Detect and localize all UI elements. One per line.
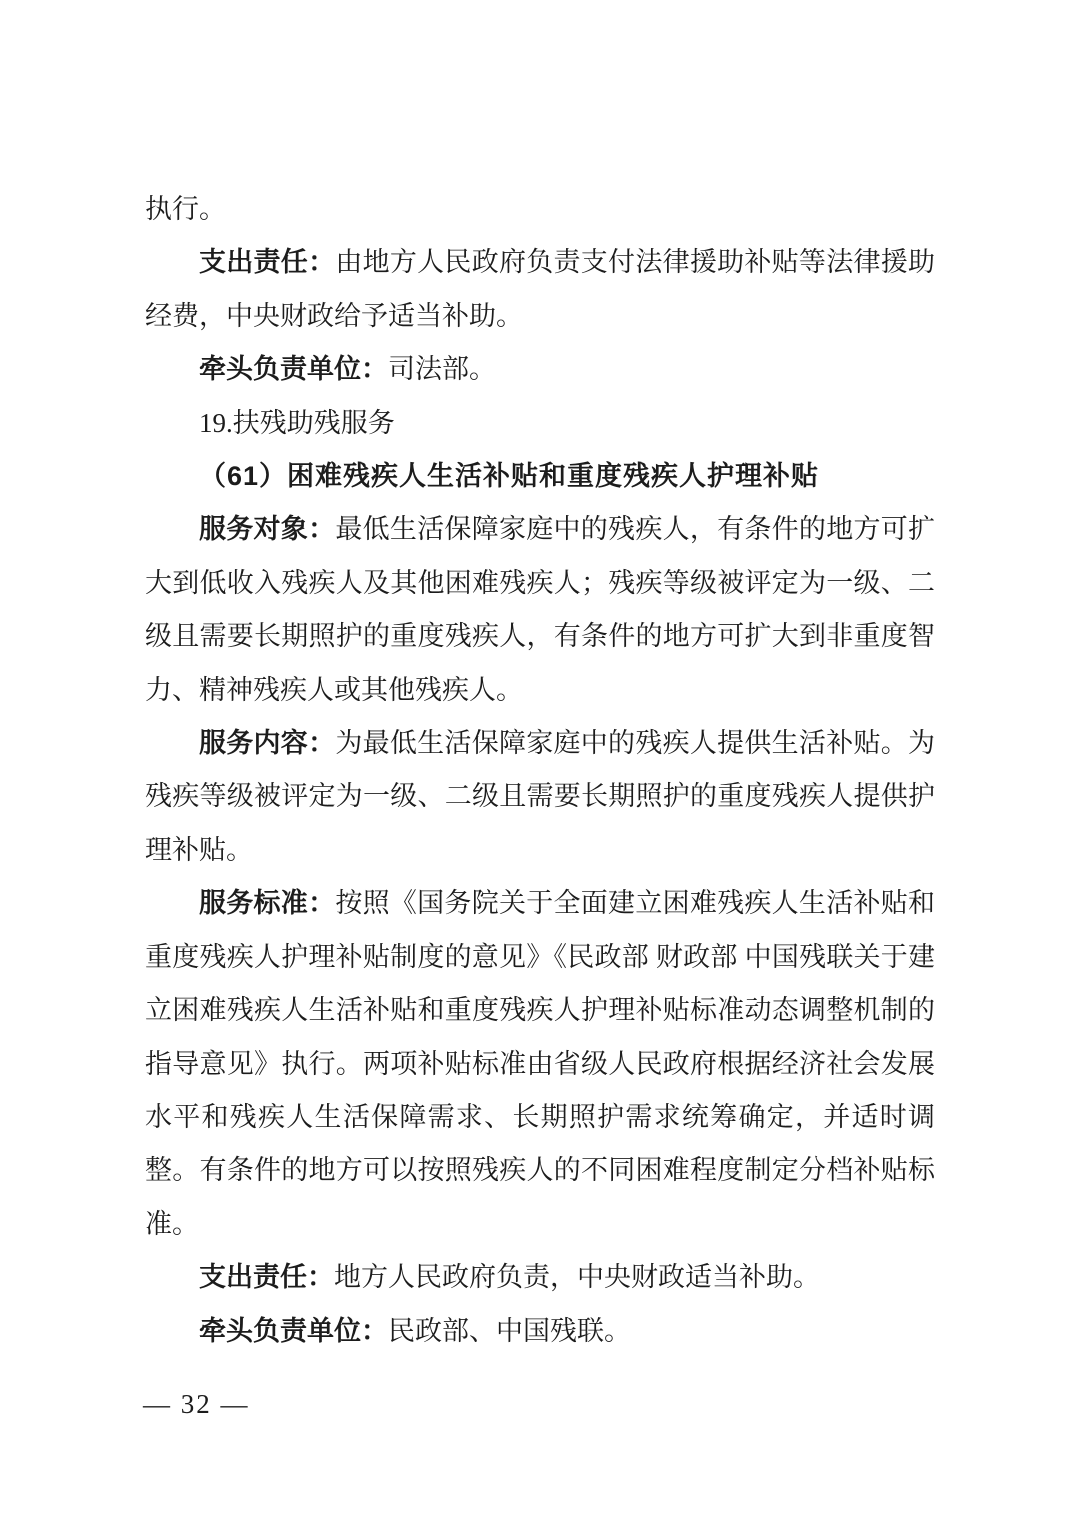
para-continuation-zhixing [145, 183, 935, 236]
para-bold-label: 服务标准： [199, 888, 336, 919]
para-lead-unit [145, 1305, 935, 1358]
para-text: 司法部。 [388, 354, 496, 385]
para-bold-label: 服务内容： [199, 728, 336, 759]
para-bold-label: 服务对象： [199, 514, 336, 545]
para-service-target [145, 503, 935, 717]
heading-61-disability-subsidies [145, 450, 935, 503]
para-text: 19.扶残助残服务 [199, 407, 395, 438]
para-bold-label: 支出责任： [199, 247, 336, 278]
para-bold-label: 支出责任： [199, 1262, 334, 1293]
para-text: 最低生活保障家庭中的残疾人，有条件的地方可扩大到低收入残疾人及其他困难残疾人；残疾等级被评定为一级、二级且需要长期照护的重度残疾人，有条件的地方可扩大到非重度智力、精神残疾人或其他残疾人。 [145, 514, 936, 705]
para-service-standard [145, 877, 935, 1251]
para-expenditure-responsibility [145, 1251, 935, 1304]
item-19-disability-services [145, 397, 935, 450]
document-body [145, 183, 935, 1358]
para-text: 由地方人民政府负责支付法律援助补贴等法律援助经费，中央财政给予适当补助。 [145, 247, 936, 331]
page-number: — 32 — [143, 1389, 250, 1419]
para-text: 执行。 [145, 194, 226, 224]
para-text: 地方人民政府负责，中央财政适当补助。 [334, 1262, 820, 1293]
para-bold-label: 牵头负责单位： [199, 354, 388, 385]
para-expenditure-responsibility-legal-aid [145, 236, 935, 343]
para-text: 民政部、中国残联。 [388, 1315, 631, 1346]
para-text: 按照《国务院关于全面建立困难残疾人生活补贴和重度残疾人护理补贴制度的意见》《民政部 财政部 中国残联关于建立困难残疾人生活补贴和重度残疾人护理补贴标准动态调整机制的指导意见》执行。两项补贴标准由省级人民政府根据经济社会发展水平和残疾人生活保障需求、长期照护需求统筹确定，并适时调整。有条件的地方可以按照残疾人的不同困难程度制定分档补贴标准。 [145, 888, 936, 1239]
para-lead-unit-justice-ministry [145, 343, 935, 396]
para-bold-label: 牵头负责单位： [199, 1315, 388, 1346]
para-text: 为最低生活保障家庭中的残疾人提供生活补贴。为残疾等级被评定为一级、二级且需要长期照护的重度残疾人提供护理补贴。 [145, 728, 936, 865]
heading-text: （61）困难残疾人生活补贴和重度残疾人护理补贴 [199, 461, 820, 492]
para-service-content [145, 717, 935, 877]
